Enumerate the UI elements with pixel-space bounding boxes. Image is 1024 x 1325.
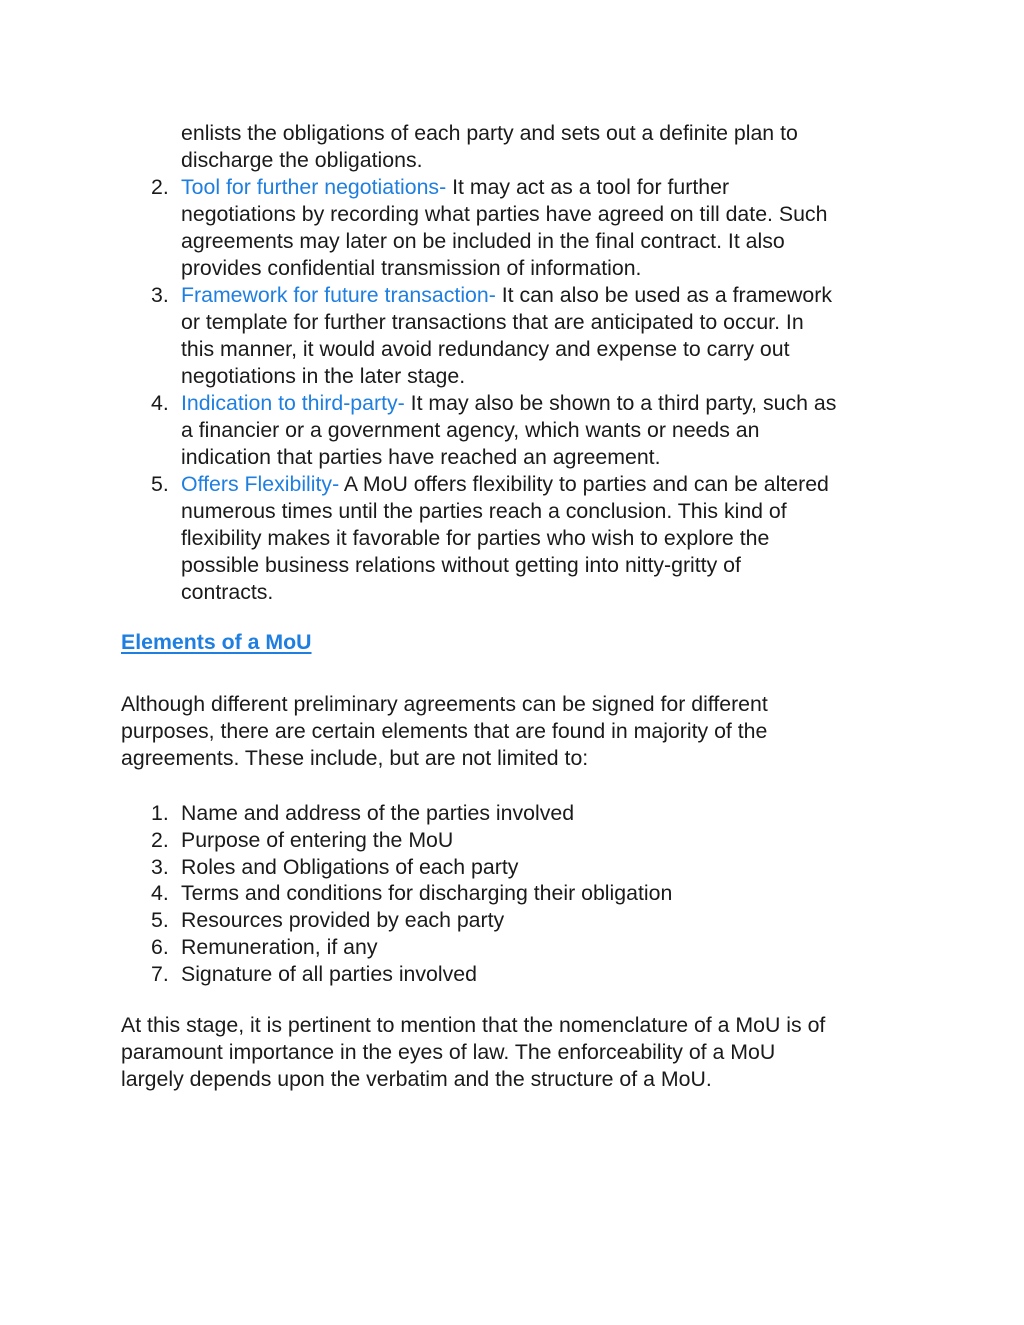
list-item-line: possible business relations without getting into nitty-gritty of bbox=[181, 553, 741, 577]
list-item-number: 7. bbox=[151, 962, 169, 986]
list-item-first-line bbox=[181, 282, 832, 309]
paragraph-line: purposes, there are certain elements that are found in majority of the bbox=[121, 719, 768, 743]
list-item: Name and address of the parties involved bbox=[181, 801, 575, 825]
list-item-first-line bbox=[181, 390, 836, 417]
list-item-number: 2. bbox=[151, 828, 169, 852]
list-item-line: numerous times until the parties reach a conclusion. This kind of bbox=[181, 499, 787, 523]
list-item: Signature of all parties involved bbox=[181, 962, 477, 986]
list-item-title: Tool for further negotiations- bbox=[181, 175, 447, 199]
list-item-line: negotiations by recording what parties have agreed on till date. Such bbox=[181, 202, 828, 226]
list-item-number: 6. bbox=[151, 935, 169, 959]
section-heading[interactable]: Elements of a MoU bbox=[121, 630, 312, 654]
list-item-line: this manner, it would avoid redundancy and expense to carry out bbox=[181, 337, 790, 361]
list-item-title: Framework for future transaction- bbox=[181, 283, 496, 307]
list-item-number: 3. bbox=[151, 283, 169, 307]
item-1-tail-line-2: discharge the obligations. bbox=[181, 148, 423, 172]
list-item-first-rest: It can also be used as a framework bbox=[495, 283, 833, 307]
list-item-first-line bbox=[181, 471, 829, 498]
list-item-first-rest: A MoU offers flexibility to parties and can be altered bbox=[339, 472, 829, 496]
list-item-number: 3. bbox=[151, 855, 169, 879]
list-item: Terms and conditions for discharging their obligation bbox=[181, 881, 673, 905]
list-item: Remuneration, if any bbox=[181, 935, 378, 959]
paragraph-line: Although different preliminary agreements can be signed for different bbox=[121, 692, 768, 716]
paragraph-line: largely depends upon the verbatim and the structure of a MoU. bbox=[121, 1067, 712, 1091]
list-item: Roles and Obligations of each party bbox=[181, 855, 519, 879]
list-item-line: indication that parties have reached an agreement. bbox=[181, 445, 661, 469]
list-item-title: Indication to third-party- bbox=[181, 391, 405, 415]
list-item-title: Offers Flexibility- bbox=[181, 472, 340, 496]
paragraph-line: agreements. These include, but are not limited to: bbox=[121, 746, 589, 770]
list-item-line: contracts. bbox=[181, 580, 274, 604]
list-item-line: provides confidential transmission of information. bbox=[181, 256, 642, 280]
list-item-number: 1. bbox=[151, 801, 169, 825]
list-item-first-line bbox=[181, 174, 729, 201]
list-item-line: flexibility makes it favorable for parties who wish to explore the bbox=[181, 526, 770, 550]
list-item: Resources provided by each party bbox=[181, 908, 505, 932]
list-item-number: 2. bbox=[151, 175, 169, 199]
paragraph-line: At this stage, it is pertinent to mention that the nomenclature of a MoU is of bbox=[121, 1013, 826, 1037]
list-item-line: negotiations in the later stage. bbox=[181, 364, 466, 388]
paragraph-line: paramount importance in the eyes of law. The enforceability of a MoU bbox=[121, 1040, 776, 1064]
list-item-first-rest: It may also be shown to a third party, such as bbox=[404, 391, 837, 415]
list-item: Purpose of entering the MoU bbox=[181, 828, 454, 852]
list-item-number: 4. bbox=[151, 391, 169, 415]
list-item-number: 4. bbox=[151, 881, 169, 905]
list-item-number: 5. bbox=[151, 908, 169, 932]
list-item-line: or template for further transactions that are anticipated to occur. In bbox=[181, 310, 804, 334]
list-item-first-rest: It may act as a tool for further bbox=[446, 175, 730, 199]
list-item-number: 5. bbox=[151, 472, 169, 496]
list-item-line: agreements may later on be included in the final contract. It also bbox=[181, 229, 785, 253]
list-item-line: a financier or a government agency, which wants or needs an bbox=[181, 418, 760, 442]
item-1-tail-line-1: enlists the obligations of each party and sets out a definite plan to bbox=[181, 121, 798, 145]
